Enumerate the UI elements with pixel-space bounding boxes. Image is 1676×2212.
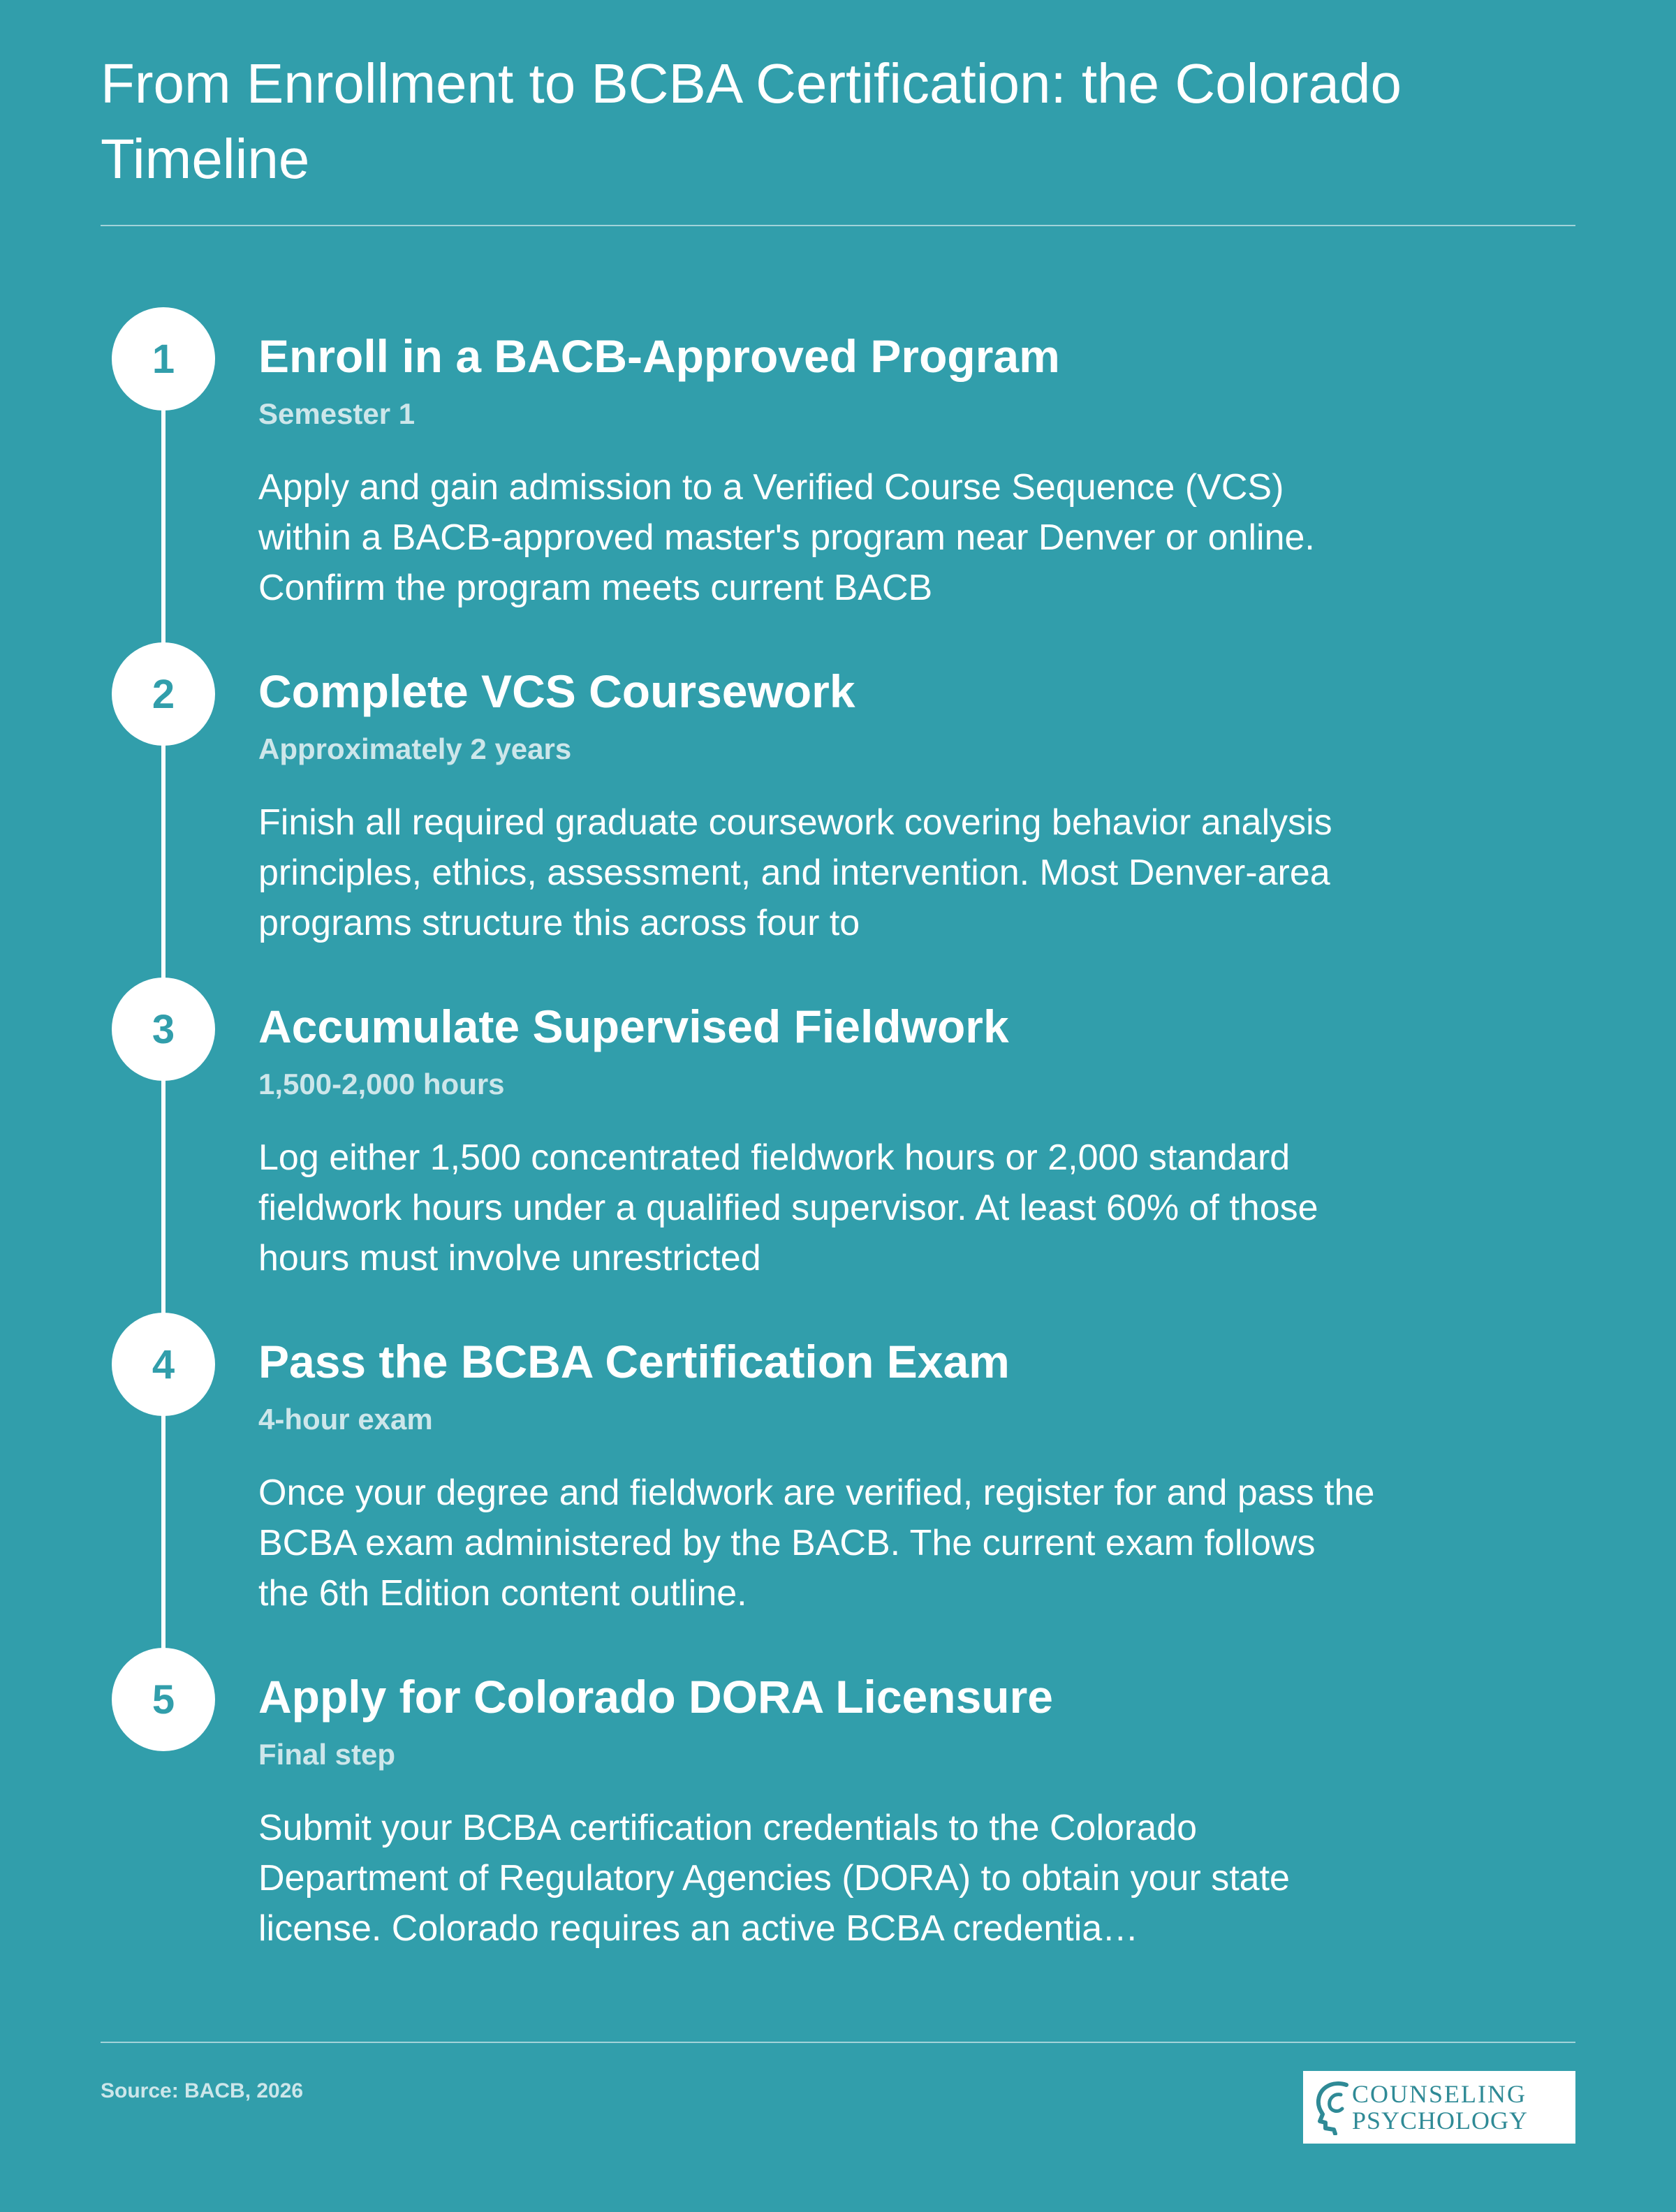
step-number-badge: 5 (112, 1648, 215, 1751)
step-title: Pass the BCBA Certification Exam (258, 1336, 1010, 1387)
timeline-step-4 (0, 1313, 1676, 1620)
step-title: Complete VCS Coursework (258, 665, 855, 717)
step-description: Finish all required graduate coursework covering behavior analysis principles, ethics, assessment, and intervention. Most Denver-area programs structure this across four to (258, 802, 1332, 943)
header-divider (101, 225, 1575, 226)
step-number-badge: 2 (112, 642, 215, 746)
step-number-badge: 1 (112, 307, 215, 411)
timeline-step-1 (0, 307, 1676, 614)
step-duration: Semester 1 (258, 397, 416, 430)
step-number-badge: 3 (112, 978, 215, 1081)
step-title: Apply for Colorado DORA Licensure (258, 1671, 1053, 1723)
step-title: Enroll in a BACB-Approved Program (258, 330, 1060, 382)
step-title: Accumulate Supervised Fieldwork (258, 1001, 1009, 1052)
logo-text-psychology: PSYCHOLOGY (1352, 2107, 1529, 2134)
step-duration: Final step (258, 1738, 396, 1771)
page-title: From Enrollment to BCBA Certification: the Colorado Timeline (101, 52, 1402, 190)
footer-divider (101, 2042, 1575, 2043)
timeline-step-3 (0, 978, 1676, 1285)
step-duration: Approximately 2 years (258, 732, 572, 765)
step-duration: 4-hour exam (258, 1403, 433, 1436)
timeline-step-5 (0, 1648, 1676, 1955)
timeline-step-2 (0, 642, 1676, 950)
step-description: Submit your BCBA certification credentials to the Colorado Department of Regulatory Agencies (DORA) to obtain your state license. Colorado requires an active BCBA credentia… (258, 1808, 1290, 1949)
logo-text-counseling: COUNSELING (1352, 2080, 1527, 2108)
step-description: Log either 1,500 concentrated fieldwork hours or 2,000 standard fieldwork hours under a qualified supervisor. At least 60% of those hours must involve unrestricted (258, 1137, 1318, 1278)
step-duration: 1,500-2,000 hours (258, 1068, 505, 1100)
step-number-badge: 4 (112, 1313, 215, 1416)
step-description: Once your degree and fieldwork are verified, register for and pass the BCBA exam administered by the BACB. The current exam follows the 6th Edition content outline. (258, 1473, 1375, 1614)
source-citation: Source: BACB, 2026 (101, 2079, 304, 2102)
brand-logo (1303, 2071, 1575, 2144)
step-description: Apply and gain admission to a Verified Course Sequence (VCS) within a BACB-approved master's program near Denver or online. Confirm the program meets current BACB (258, 467, 1315, 608)
